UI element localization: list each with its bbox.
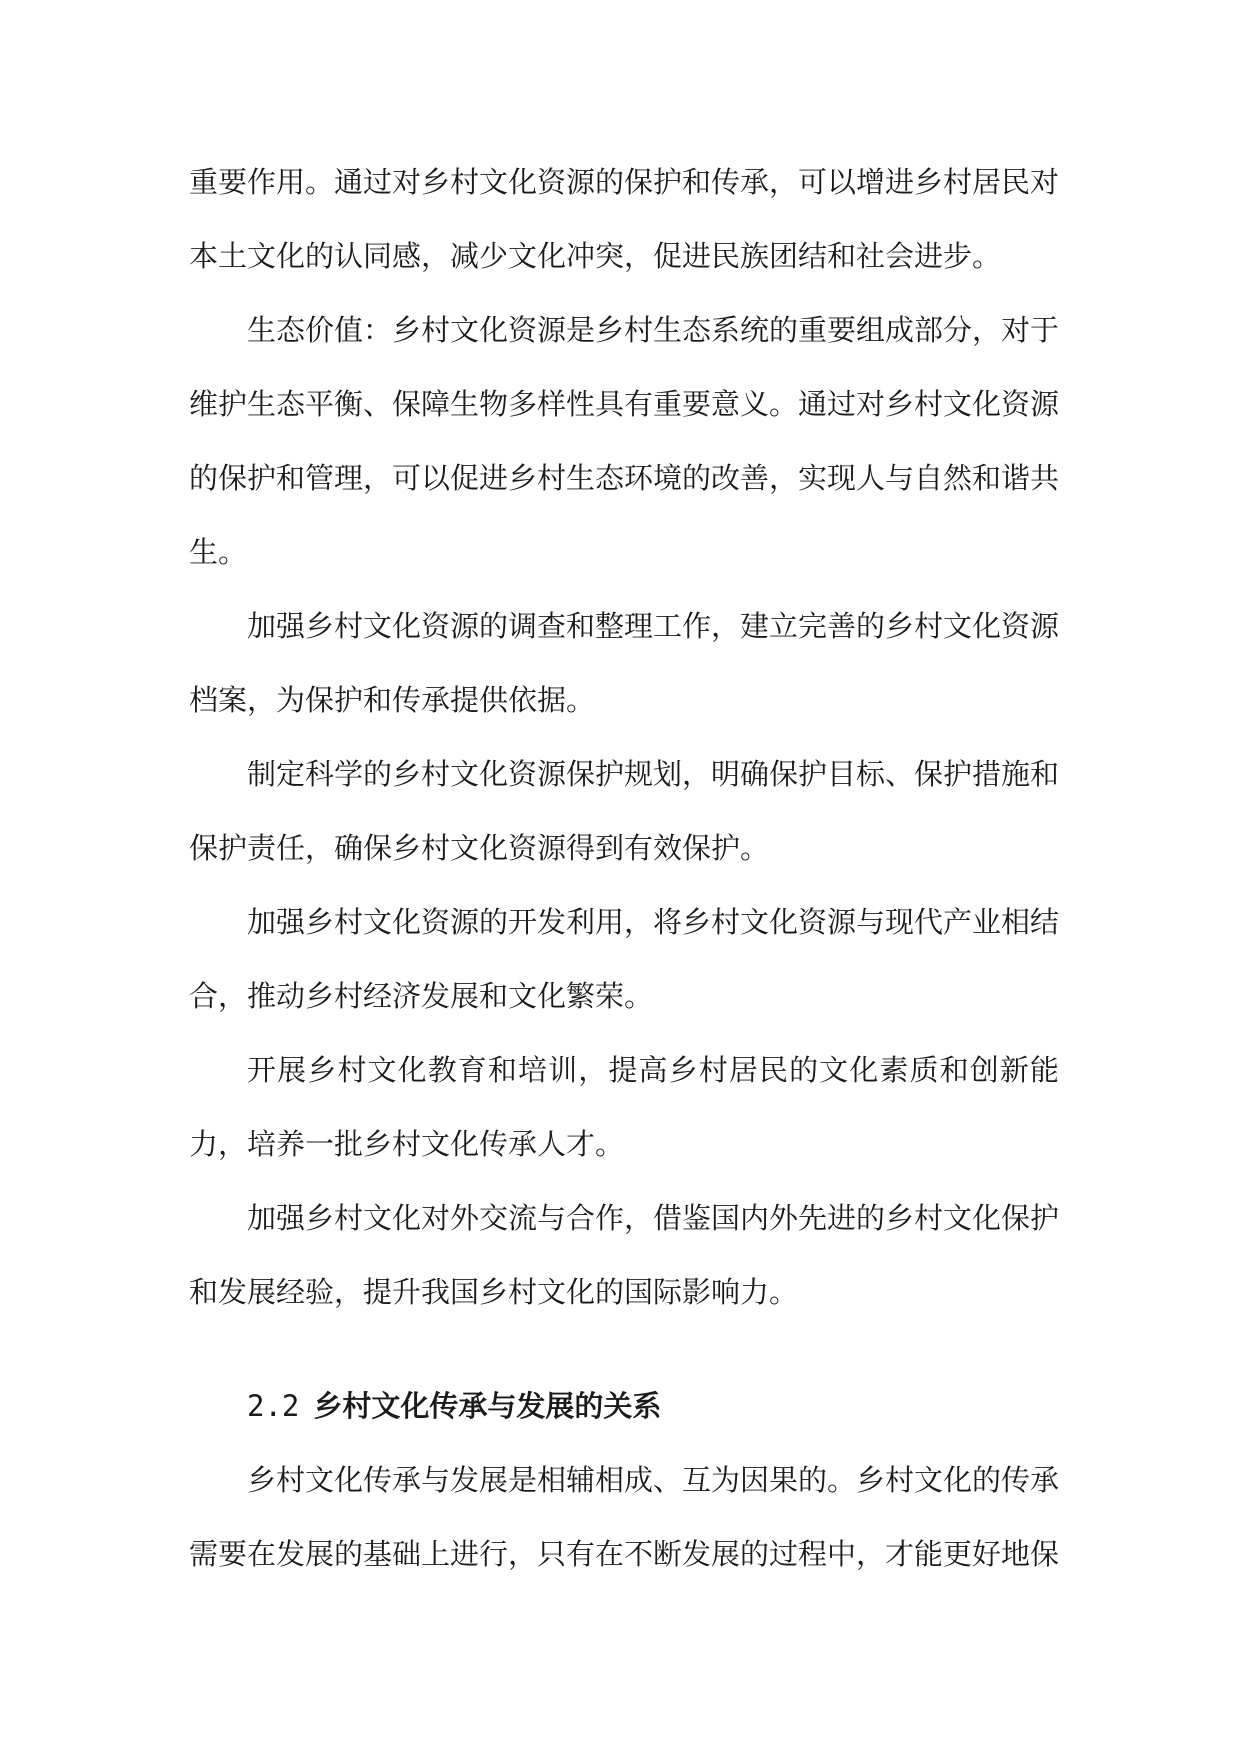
paragraph-development-use: 加强乡村文化资源的开发利用，将乡村文化资源与现代产业相结合，推动乡村经济发展和文化繁荣。 <box>189 905 1060 1013</box>
paragraph-protection-plan: 制定科学的乡村文化资源保护规划，明确保护目标、保护措施和保护责任，确保乡村文化资源得到有效保护。 <box>189 757 1060 865</box>
paragraph-inheritance-development: 乡村文化传承与发展是相辅相成、互为因果的。乡村文化的传承需要在发展的基础上进行，只有在不断发展的过程中，才能更好地保 <box>189 1463 1060 1571</box>
paragraph-exchange-cooperation: 加强乡村文化对外交流与合作，借鉴国内外先进的乡村文化保护和发展经验，提升我国乡村文化的国际影响力。 <box>189 1201 1060 1309</box>
paragraph-social-value-continued: 重要作用。通过对乡村文化资源的保护和传承，可以增进乡村居民对本土文化的认同感，减少文化冲突，促进民族团结和社会进步。 <box>189 165 1060 273</box>
paragraph-survey-and-archive: 加强乡村文化资源的调查和整理工作，建立完善的乡村文化资源档案，为保护和传承提供依据。 <box>189 609 1060 717</box>
section-heading <box>189 1369 1059 1443</box>
paragraph-ecological-value: 生态价值：乡村文化资源是乡村生态系统的重要组成部分，对于维护生态平衡、保障生物多样性具有重要意义。通过对乡村文化资源的保护和管理，可以促进乡村生态环境的改善，实现人与自然和谐共生。 <box>189 313 1060 569</box>
document-body <box>189 145 1059 1591</box>
paragraph-education-training: 开展乡村文化教育和培训，提高乡村居民的文化素质和创新能力，培养一批乡村文化传承人才。 <box>189 1053 1059 1161</box>
section-number: 2.2 <box>247 1389 300 1423</box>
section-title: 乡村文化传承与发展的关系 <box>313 1389 662 1423</box>
